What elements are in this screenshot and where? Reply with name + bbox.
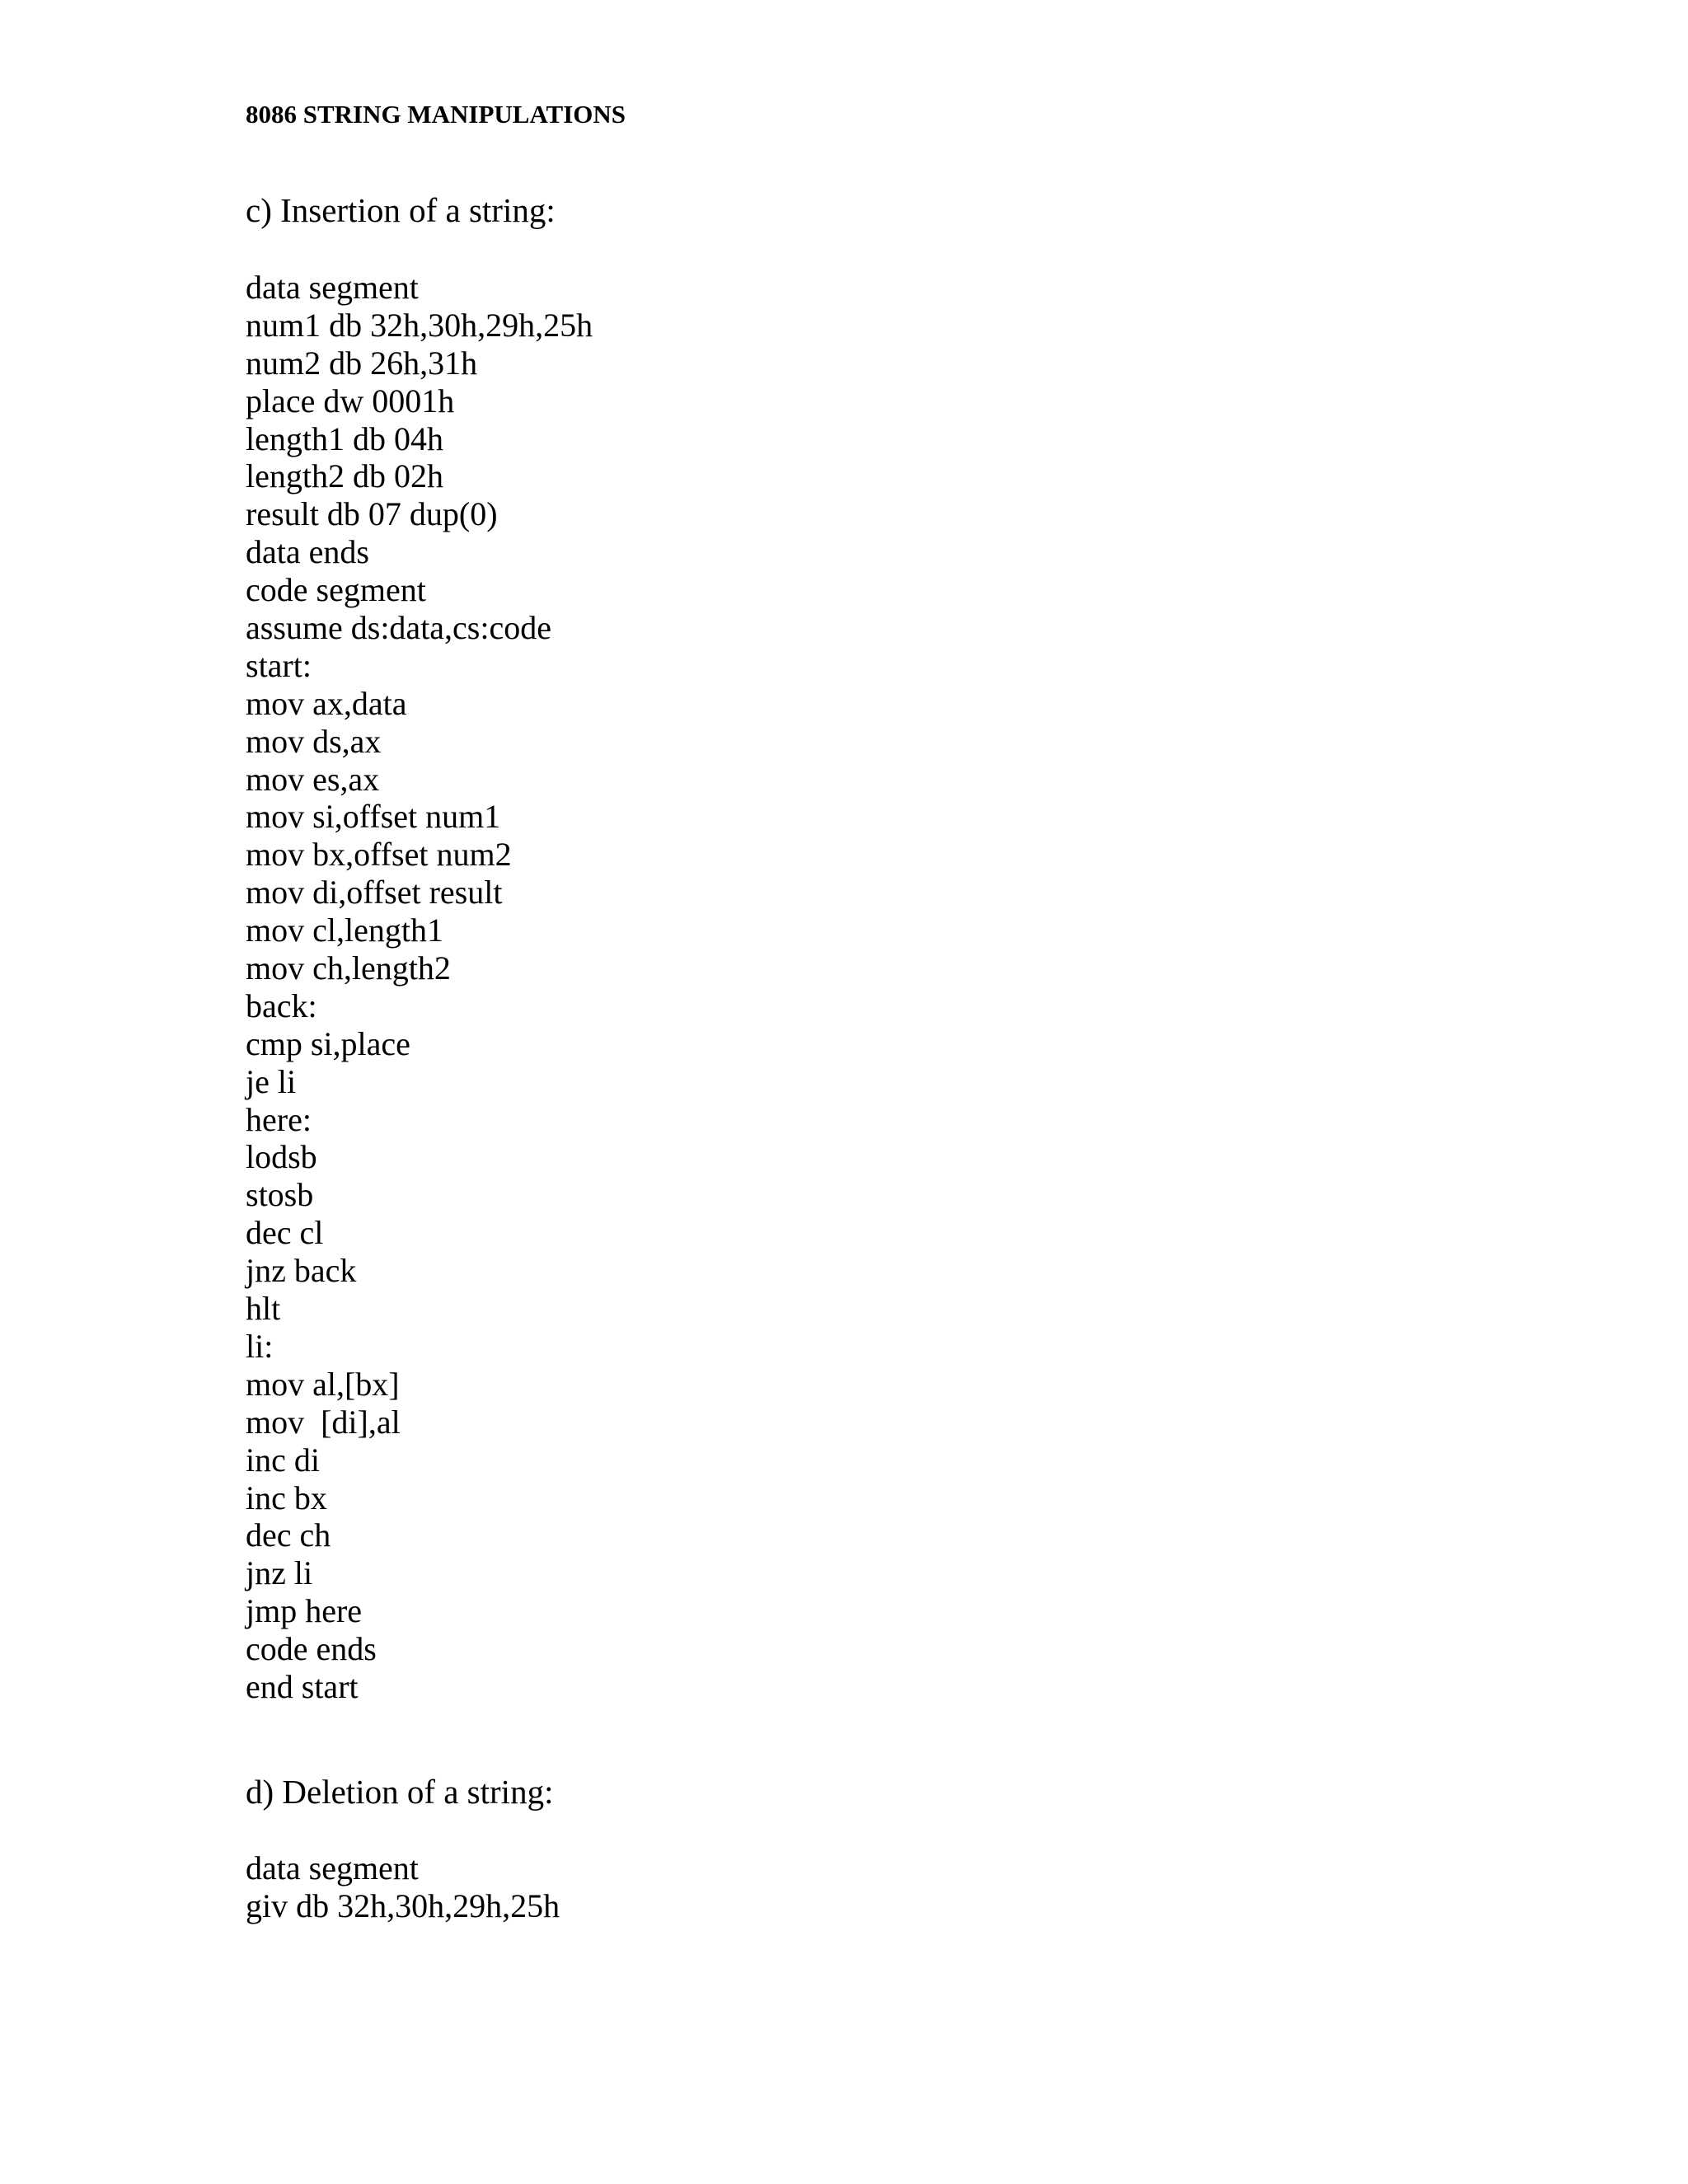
code-line: code segment xyxy=(246,571,426,609)
code-line: cmp si,place xyxy=(246,1024,410,1062)
code-line: mov ax,data xyxy=(246,684,407,722)
code-line: back: xyxy=(246,987,317,1024)
code-line: giv db 32h,30h,29h,25h xyxy=(246,1886,560,1924)
section-heading-deletion: d) Deletion of a string: xyxy=(246,1773,554,1811)
code-line: length1 db 04h xyxy=(246,419,443,457)
code-line: data segment xyxy=(246,269,419,306)
code-line: assume ds:data,cs:code xyxy=(246,609,551,647)
code-line: data ends xyxy=(246,533,369,571)
code-line: hlt xyxy=(246,1290,281,1328)
code-line: mov bx,offset num2 xyxy=(246,836,512,874)
code-line: mov di,offset result xyxy=(246,874,503,912)
code-line: mov cl,length1 xyxy=(246,912,443,949)
code-line: inc di xyxy=(246,1441,320,1479)
code-line: code ends xyxy=(246,1630,377,1668)
code-line: jnz li xyxy=(246,1554,313,1592)
code-line: num2 db 26h,31h xyxy=(246,344,478,382)
code-line: start: xyxy=(246,646,312,684)
code-line: place dw 0001h xyxy=(246,382,455,419)
code-line: mov es,ax xyxy=(246,760,380,798)
code-block-deletion xyxy=(246,1849,560,1925)
code-line: je li xyxy=(246,1062,297,1100)
section-heading-insertion: c) Insertion of a string: xyxy=(246,191,556,229)
code-line: jnz back xyxy=(246,1252,357,1290)
code-line: end start xyxy=(246,1667,359,1705)
code-line: inc bx xyxy=(246,1479,327,1516)
code-line: num1 db 32h,30h,29h,25h xyxy=(246,306,593,344)
code-line: here: xyxy=(246,1100,312,1138)
code-line: mov ds,ax xyxy=(246,722,382,760)
code-line: mov si,offset num1 xyxy=(246,798,501,836)
code-line: mov ch,length2 xyxy=(246,949,451,987)
code-line: jmp here xyxy=(246,1592,363,1630)
code-line: mov [di],al xyxy=(246,1403,401,1441)
code-line: dec cl xyxy=(246,1214,324,1252)
code-line: mov al,[bx] xyxy=(246,1365,400,1403)
code-line: li: xyxy=(246,1327,274,1365)
code-line: result db 07 dup(0) xyxy=(246,495,498,533)
code-line: data segment xyxy=(246,1849,419,1886)
code-line: length2 db 02h xyxy=(246,457,443,495)
code-block-insertion xyxy=(246,269,593,1706)
code-line: stosb xyxy=(246,1176,314,1214)
code-line: lodsb xyxy=(246,1138,317,1176)
page-header: 8086 STRING MANIPULATIONS xyxy=(246,100,626,129)
code-line: dec ch xyxy=(246,1516,331,1554)
